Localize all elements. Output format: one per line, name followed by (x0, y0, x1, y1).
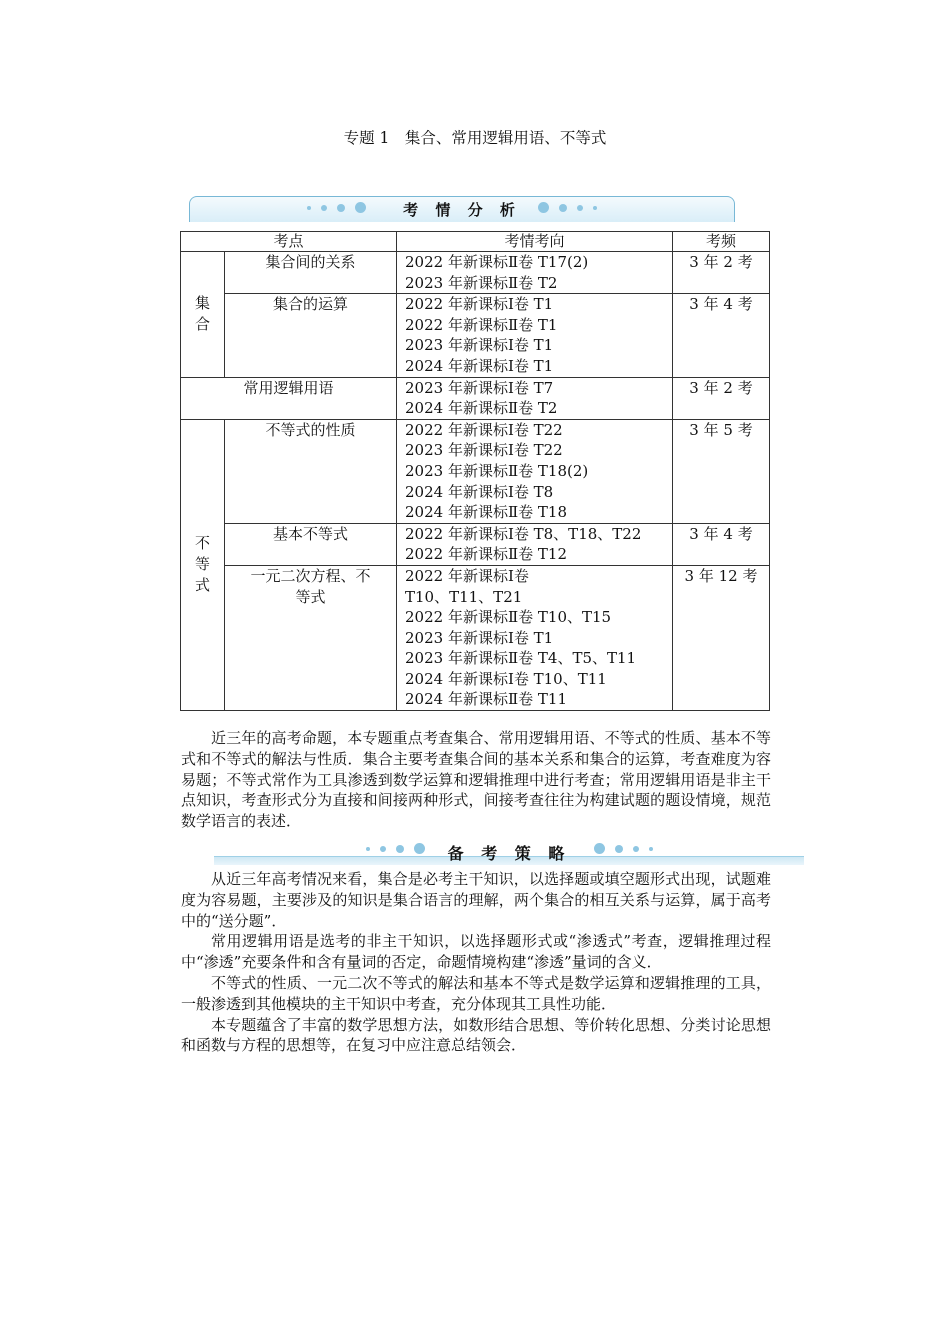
trend-item: 2023 年新课标Ⅰ卷 T1 (405, 628, 554, 647)
group-inequality-cell (181, 419, 225, 710)
trend-item: 2022 年新课标Ⅰ卷 T22 (405, 420, 563, 439)
trend-item: 2023 年新课标Ⅰ卷 T7 (405, 378, 554, 397)
trend-cell (397, 377, 673, 419)
strategy-section (181, 869, 771, 1056)
trend-item: 2024 年新课标Ⅱ卷 T2 (405, 399, 558, 418)
topic-cell: 集合的运算 (225, 294, 397, 377)
trend-cell (397, 252, 673, 294)
exam-analysis-table (180, 231, 770, 711)
trend-item: 2022 年新课标Ⅱ卷 T10、T15 (405, 608, 612, 627)
trend-item: T10、T11、T21 (405, 587, 523, 606)
trend-item: 2023 年新课标Ⅰ卷 T22 (405, 441, 563, 460)
trend-cell (397, 565, 673, 710)
table-row (181, 565, 770, 710)
table-row (181, 523, 770, 565)
analysis-paragraph: 近三年的高考命题，本专题重点考查集合、常用逻辑用语、不等式的性质、基本不等式和不等式的解法与性质．集合主要考查集合间的基本关系和集合的运算，考查难度为容易题；不等式常作为工具渗透到数学运算和逻辑推理中进行考查；常用逻辑用语是非主干点知识，考查形式分为直接和间接两种形式，间接考查往往为构建试题的题设情境，规范数学语言的表述． (181, 729, 771, 831)
trend-item: 2023 年新课标Ⅱ卷 T4、T5、T11 (405, 649, 637, 668)
trend-item: 2022 年新课标Ⅰ卷 (405, 566, 529, 585)
trend-item: 2022 年新课标Ⅰ卷 T8、T18、T22 (405, 524, 642, 543)
trend-item: 2022 年新课标Ⅱ卷 T17(2) (405, 253, 589, 271)
topic-cell: 一元二次方程、不等式 (225, 565, 397, 710)
topic-cell: 基本不等式 (225, 523, 397, 565)
strategy-paragraph: 本专题蕴含了丰富的数学思想方法，如数形结合思想、等价转化思想、分类讨论思想和函数与方程的思想等，在复习中应注意总结领会． (181, 1015, 771, 1055)
topic-cell: 集合间的关系 (225, 252, 397, 294)
header-topic: 考点 (181, 232, 397, 252)
trend-cell (397, 523, 673, 565)
group-set-cell (181, 252, 225, 378)
trend-cell (397, 294, 673, 377)
frequency-cell: 3 年 2 考 (673, 252, 770, 294)
frequency-cell: 3 年 5 考 (673, 419, 770, 523)
topic-cell: 不等式的性质 (225, 419, 397, 523)
trend-item: 2024 年新课标Ⅱ卷 T11 (405, 690, 567, 709)
table-row (181, 419, 770, 523)
trend-item: 2024 年新课标Ⅰ卷 T10、T11 (405, 669, 607, 688)
group-set-label: 集合 (195, 294, 211, 334)
trend-item: 2022 年新课标Ⅰ卷 T1 (405, 295, 554, 314)
trend-cell (397, 419, 673, 523)
header-frequency: 考频 (673, 232, 770, 252)
analysis-banner (189, 196, 735, 223)
strategy-paragraph: 从近三年高考情况来看，集合是必考主干知识，以选择题或填空题形式出现，试题难度为容易题，主要涉及的知识是集合语言的理解，两个集合的相互关系与运算，属于高考中的“送分题”． (181, 870, 771, 930)
page-title: 专题 1 集合、常用逻辑用语、不等式 (343, 129, 607, 147)
trend-item: 2023 年新课标Ⅱ卷 T18(2) (405, 461, 589, 480)
strategy-paragraph: 不等式的性质、一元二次不等式的解法和基本不等式是数学运算和逻辑推理的工具，一般渗透到其他模块的主干知识中考查，充分体现其工具性功能． (181, 973, 771, 1013)
frequency-cell: 3 年 2 考 (673, 377, 770, 419)
trend-item: 2022 年新课标Ⅱ卷 T12 (405, 545, 567, 564)
trend-item: 2022 年新课标Ⅱ卷 T1 (405, 315, 558, 334)
trend-item: 2024 年新课标Ⅰ卷 T1 (405, 356, 554, 375)
trend-item: 2023 年新课标Ⅱ卷 T2 (405, 273, 558, 292)
group-inequality-label: 不等式 (195, 534, 211, 595)
frequency-cell: 3 年 4 考 (673, 523, 770, 565)
strategy-paragraph: 常用逻辑用语是选考的非主干知识，以选择题形式或“渗透式”考查，逻辑推理过程中“渗透”充要条件和含有量词的否定，命题情境构建“渗透”量词的含义． (181, 932, 771, 972)
frequency-cell: 3 年 12 考 (673, 565, 770, 710)
analysis-summary (181, 728, 771, 832)
frequency-cell: 3 年 4 考 (673, 294, 770, 377)
strategy-banner-title: 备 考 策 略 (447, 844, 571, 863)
trend-item: 2024 年新课标Ⅱ卷 T18 (405, 503, 567, 522)
table-row (181, 377, 770, 419)
table-row (181, 252, 770, 294)
table-row (181, 294, 770, 377)
table-header-row (181, 232, 770, 252)
strategy-banner (214, 841, 804, 867)
header-trend: 考情考向 (397, 232, 673, 252)
trend-item: 2023 年新课标Ⅰ卷 T1 (405, 336, 554, 355)
analysis-banner-title: 考 情 分 析 (403, 201, 521, 219)
topic-cell: 常用逻辑用语 (181, 377, 397, 419)
trend-item: 2024 年新课标Ⅰ卷 T8 (405, 482, 554, 501)
